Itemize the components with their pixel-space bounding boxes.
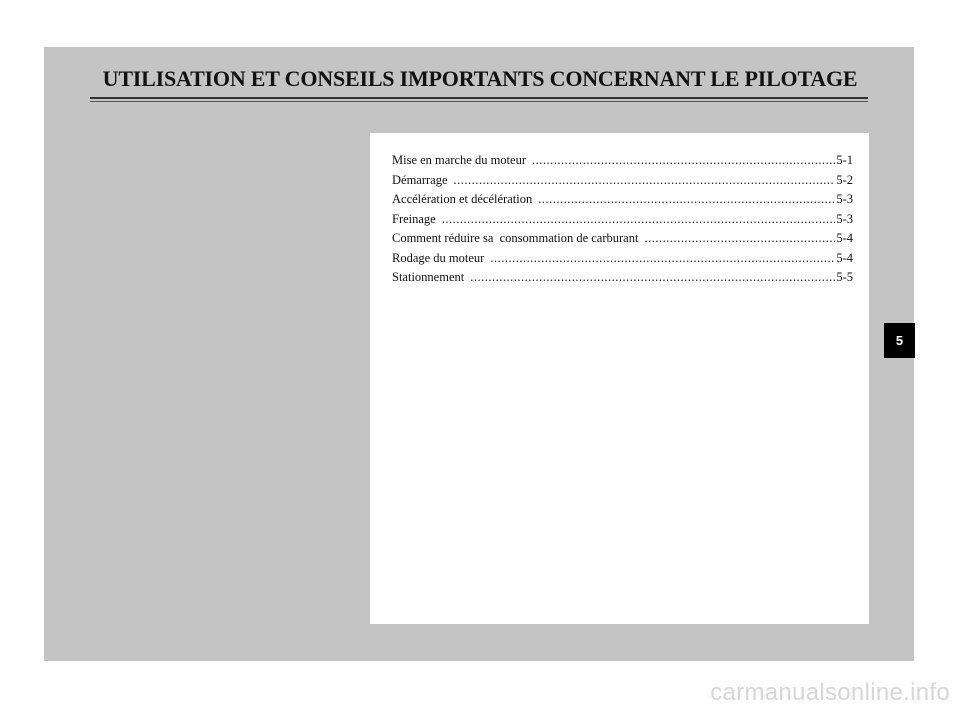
toc-dot-leader bbox=[538, 192, 835, 207]
toc-entry-label: Accélération et décélération bbox=[392, 192, 533, 206]
toc-entry-label: Stationnement bbox=[392, 270, 465, 284]
toc-entry-demarrage[interactable] bbox=[392, 173, 853, 193]
table-of-contents bbox=[370, 133, 869, 624]
toc-entry-freinage[interactable] bbox=[392, 212, 853, 232]
toc-entry-consommation[interactable] bbox=[392, 231, 853, 251]
toc-entry-label: Comment réduire sa consommation de carburant bbox=[392, 231, 639, 245]
toc-dot-leader bbox=[532, 153, 835, 168]
toc-entry-label: Rodage du moteur bbox=[392, 250, 485, 265]
toc-dot-leader bbox=[644, 231, 835, 246]
toc-entry-page: 5-1 bbox=[836, 153, 853, 167]
toc-entry-label: Démarrage bbox=[392, 172, 448, 187]
toc-entry-page: 5-5 bbox=[836, 270, 853, 284]
toc-entry-page: 5-3 bbox=[836, 211, 853, 226]
toc-dot-leader bbox=[490, 251, 835, 266]
chapter-title: UTILISATION ET CONSEILS IMPORTANTS CONCERNANT LE PILOTAGE bbox=[102, 66, 858, 91]
toc-entry-page: 5-4 bbox=[836, 231, 853, 245]
toc-entry-mise-en-marche[interactable] bbox=[392, 153, 853, 173]
title-underline-thick bbox=[90, 97, 868, 99]
toc-entry-label: Mise en marche du moteur bbox=[392, 153, 526, 167]
toc-dot-leader bbox=[470, 270, 835, 285]
toc-dot-leader bbox=[454, 173, 836, 188]
toc-entry-page: 5-2 bbox=[836, 172, 853, 187]
toc-entry-page: 5-4 bbox=[836, 250, 853, 265]
toc-entry-rodage[interactable] bbox=[392, 251, 853, 271]
title-underline-thin bbox=[90, 101, 868, 102]
toc-list bbox=[392, 153, 853, 290]
toc-entry-label: Freinage bbox=[392, 211, 436, 226]
chapter-tab: 5 bbox=[884, 323, 915, 358]
toc-entry-acceleration[interactable] bbox=[392, 192, 853, 212]
toc-entry-stationnement[interactable] bbox=[392, 270, 853, 290]
toc-dot-leader bbox=[442, 212, 836, 227]
watermark: carmanualsonline.info bbox=[710, 679, 950, 706]
toc-entry-page: 5-3 bbox=[836, 192, 853, 206]
